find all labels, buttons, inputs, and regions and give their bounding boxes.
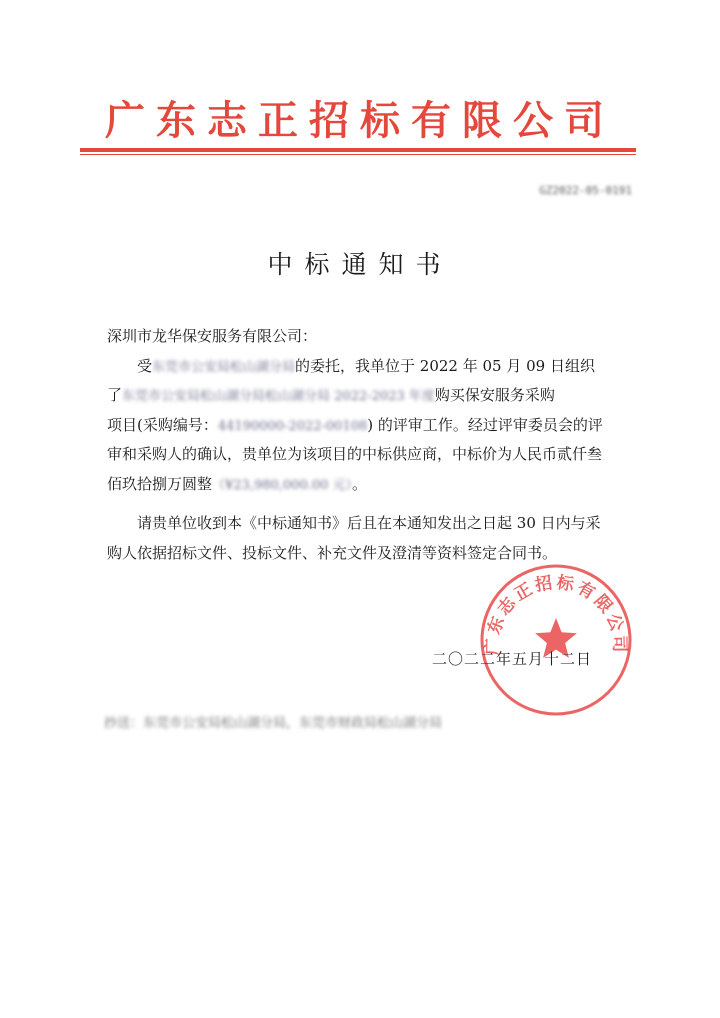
- company-seal-stamp: [476, 560, 636, 720]
- paragraph-1-line-5: [107, 470, 627, 500]
- redacted-amount: （¥23,980,000.00 元）: [212, 477, 353, 493]
- text-segment: 了: [107, 386, 123, 404]
- company-letterhead: 广东志正招标有限公司: [105, 98, 615, 144]
- cc-line: 抄送：东莞市公安局松山湖分局，东莞市财政局松山湖分局: [104, 716, 443, 731]
- text-segment: 。: [352, 474, 368, 493]
- text-segment: ) 的评审工作。经过评审委员会的评: [367, 415, 603, 434]
- redacted-procurement-number: 44190000-2022-00108: [217, 418, 368, 434]
- paragraph-2-line-1: 请贵单位收到本《中标通知书》后且在本通知发出之日起 30 日内与采: [137, 514, 601, 532]
- redacted-project-name: 东莞市公安局松山湖分局松山湖分局 2022-2023 年度: [122, 389, 435, 404]
- redacted-purchaser: 东莞市公安局松山湖分局: [152, 359, 296, 375]
- seal-text: 广东志正招标有限公司: [482, 572, 630, 656]
- paragraph-1-line-4: 审和采购人的确认，贵单位为该项目的中标供应商，中标价为人民币贰仟叁: [107, 445, 603, 463]
- paragraph-2-line-2: 购人依据招标文件、投标文件、补充文件及澄清等资料签定合同书。: [107, 543, 558, 562]
- text-segment: 项目(采购编号：: [107, 415, 218, 434]
- text-segment: 的委托，我单位于 2022 年 05 月 09 日组织: [295, 356, 595, 375]
- paragraph-1-line-1: [107, 352, 627, 382]
- paragraph-1-line-3: [107, 411, 627, 441]
- paragraph-gap: [107, 499, 627, 509]
- recipient: 深圳市龙华保安服务有限公司：: [107, 327, 318, 345]
- letterhead-rule-thin: [80, 154, 636, 155]
- page-title: 中标通知书: [267, 250, 453, 279]
- paragraph-1-line-2: [107, 381, 627, 411]
- document-number: GZ2022-05-0191: [539, 184, 632, 197]
- letterhead-rule-thick: [80, 148, 636, 152]
- issue-date: 二〇二二年五月十二日: [432, 650, 593, 668]
- text-segment: 佰玖拾捌万圆整: [107, 474, 213, 493]
- text-segment: 购买保安服务采购: [434, 386, 555, 404]
- text-segment: 受: [137, 356, 153, 375]
- letter-body: [107, 322, 627, 568]
